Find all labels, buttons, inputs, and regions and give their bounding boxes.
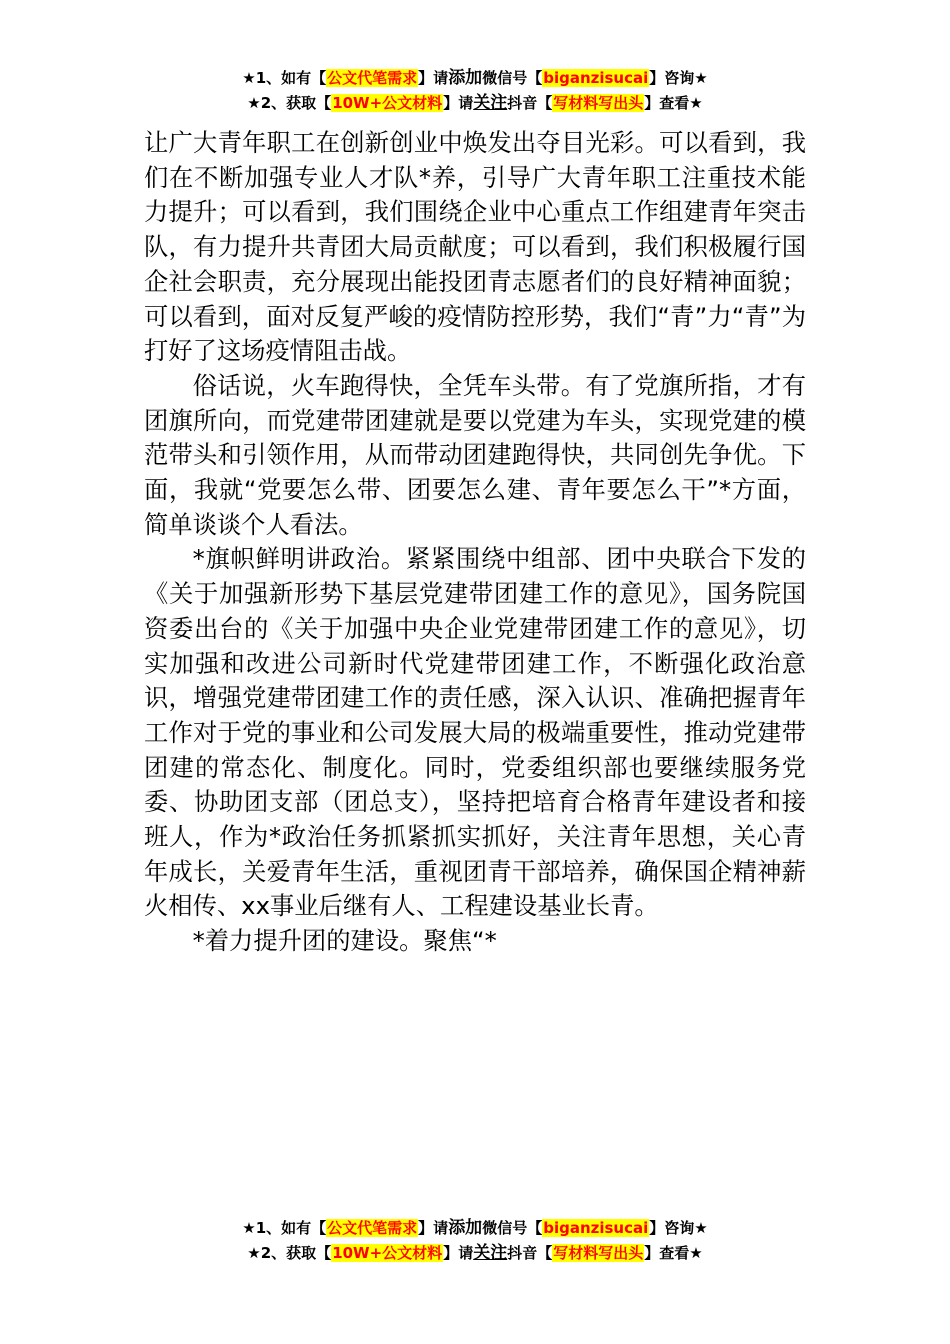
banner-line-2	[0, 1241, 950, 1266]
banner-text: 抖音【	[507, 94, 553, 112]
paragraph: *旗帜鲜明讲政治。紧紧围绕中组部、团中央联合下发的《关于加强新形势下基层党建带团建工作的意见》，国务院国资委出台的《关于加强中央企业党建带团建工作的意见》，切实加强和改进公司新时代党建带团建工作，不断强化政治意识，增强党建带团建工作的责任感，深入认识、准确把握青年工作对于党的事业和公司发展大局的极端重要性，推动党建带团建的常态化、制度化。同时，党委组织部也要继续服务党委、协助团支部（团总支），坚持把培育合格青年建设者和接班人，作为*政治任务抓紧抓实抓好，关注青年思想，关心青年成长，关爱青年生活，重视团青干部培养，确保国企精神薪火相传、xx事业后继有人、工程建设基业长青。	[144, 544, 806, 921]
banner-emphasis: 关注	[473, 1243, 508, 1263]
banner-text: ★1、如有【	[242, 69, 327, 87]
banner-emphasis: 添加	[448, 68, 483, 88]
banner-text: 微信号【	[482, 1219, 543, 1237]
highlight-materials: 10W+公文材料	[332, 1244, 443, 1262]
paragraph: *着力提升团的建设。聚焦“*	[192, 926, 497, 956]
banner-emphasis: 添加	[448, 1218, 483, 1238]
banner-text: ★2、获取【	[247, 94, 332, 112]
highlight-douyin: 写材料写出头	[553, 94, 644, 112]
banner-line-1	[0, 66, 950, 91]
highlight-service: 公文代笔需求	[327, 1219, 418, 1237]
banner-text: 】咨询★	[649, 1219, 708, 1237]
banner-text: 】请	[418, 69, 449, 87]
highlight-service: 公文代笔需求	[327, 69, 418, 87]
header-banner	[0, 66, 950, 116]
banner-text: 抖音【	[507, 1244, 553, 1262]
paragraph: 让广大青年职工在创新创业中焕发出夺目光彩。可以看到，我们在不断加强专业人才队*养，引导广大青年职工注重技术能力提升；可以看到，我们围绕企业中心重点工作组建青年突击队，有力提升共青团大局贡献度；可以看到，我们积极履行国企社会职责，充分展现出能投团青志愿者们的良好精神面貌；可以看到，面对反复严峻的疫情防控形势，我们“青”力“青”为打好了这场疫情阻击战。	[144, 128, 806, 366]
highlight-wechat-id: biganzisucai	[543, 1219, 649, 1237]
banner-text: 微信号【	[482, 69, 543, 87]
banner-text: 】请	[418, 1219, 449, 1237]
highlight-materials: 10W+公文材料	[332, 94, 443, 112]
banner-text: 】请	[443, 94, 474, 112]
banner-text: 】咨询★	[649, 69, 708, 87]
banner-emphasis: 关注	[473, 93, 508, 113]
highlight-wechat-id: biganzisucai	[543, 69, 649, 87]
footer-banner	[0, 1216, 950, 1266]
banner-line-1	[0, 1216, 950, 1241]
banner-text: ★1、如有【	[242, 1219, 327, 1237]
banner-text: 】查看★	[644, 94, 703, 112]
banner-text: ★2、获取【	[247, 1244, 332, 1262]
banner-line-2	[0, 91, 950, 116]
paragraph: 俗话说，火车跑得快，全凭车头带。有了党旗所指，才有团旗所向，而党建带团建就是要以党建为车头，实现党建的模范带头和引领作用，从而带动团建跑得快，共同创先争优。下面，我就“党要怎么带、团要怎么建、青年要怎么干”*方面，简单谈谈个人看法。	[144, 370, 806, 539]
document-body	[144, 126, 806, 959]
banner-text: 】请	[443, 1244, 474, 1262]
banner-text: 】查看★	[644, 1244, 703, 1262]
highlight-douyin: 写材料写出头	[553, 1244, 644, 1262]
